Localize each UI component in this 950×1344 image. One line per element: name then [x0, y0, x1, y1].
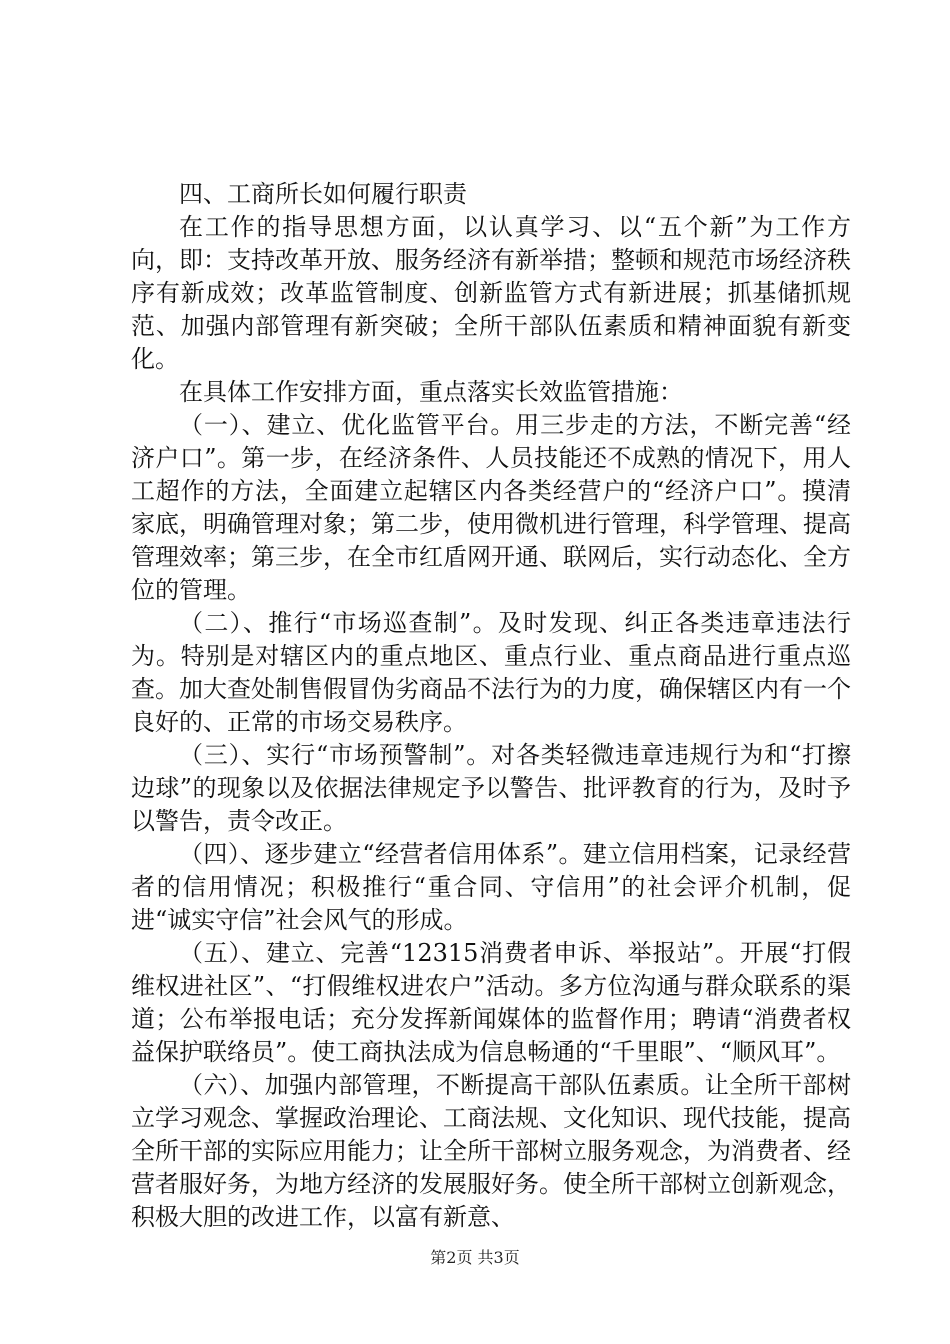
- page-footer: 第2页 共3页: [430, 1248, 520, 1267]
- paragraph-guiding-ideology: 在工作的指导思想方面，以认真学习、以“五个新”为工作方向，即：支持改革开放、服务经济有新举措；整顿和规范市场经济秩序有新成效；改革监管制度、创新监管方式有新进展；抓基储抓规范、加强内部管理有新突破；全所干部队伍素质和精神面貌有新变化。: [131, 213, 851, 373]
- paragraph-item-6: （六）、加强内部管理，不断提高干部队伍素质。让全所干部树立学习观念、掌握政治理论、工商法规、文化知识、现代技能，提高全所干部的实际应用能力；让全所干部树立服务观念，为消费者、经营者服好务，为地方经济的发展服好务。使全所干部树立创新观念，积极大胆的改进工作，以富有新意、: [131, 1071, 851, 1231]
- document-body: [131, 178, 851, 1234]
- paragraph-item-1: （一）、建立、优化监管平台。用三步走的方法，不断完善“经济户口”。第一步，在经济条件、人员技能还不成熟的情况下，用人工超作的方法，全面建立起辖区内各类经营户的“经济户口”。摸清家底，明确管理对象；第二步，使用微机进行管理，科学管理、提高管理效率；第三步，在全市红盾网开通、联网后，实行动态化、全方位的管理。: [131, 411, 851, 604]
- section-heading: 四、工商所长如何履行职责: [179, 180, 467, 208]
- paragraph-item-5: （五）、建立、完善“12315消费者申诉、举报站”。开展“打假维权进社区”、“打假维权进农户”活动。多方位沟通与群众联系的渠道；公布举报电话；充分发挥新闻媒体的监督作用；聘请“消费者权益保护联络员”。使工商执法成为信息畅通的“千里眼”、“顺风耳”。: [131, 939, 851, 1066]
- paragraph-item-3: （三）、实行“市场预警制”。对各类轻微违章违规行为和“打擦边球”的现象以及依据法律规定予以警告、批评教育的行为，及时予以警告，责令改正。: [131, 741, 851, 835]
- paragraph-item-4: （四）、逐步建立“经营者信用体系”。建立信用档案，记录经营者的信用情况；积极推行“重合同、守信用”的社会评介机制，促进“诚实守信”社会风气的形成。: [131, 840, 851, 934]
- paragraph-item-2: （二）、推行“市场巡查制”。及时发现、纠正各类违章违法行为。特别是对辖区内的重点地区、重点行业、重点商品进行重点巡查。加大查处制售假冒伪劣商品不法行为的力度，确保辖区内有一个良好的、正常的市场交易秩序。: [131, 609, 851, 736]
- paragraph-work-arrangement: 在具体工作安排方面，重点落实长效监管措施：: [179, 378, 683, 406]
